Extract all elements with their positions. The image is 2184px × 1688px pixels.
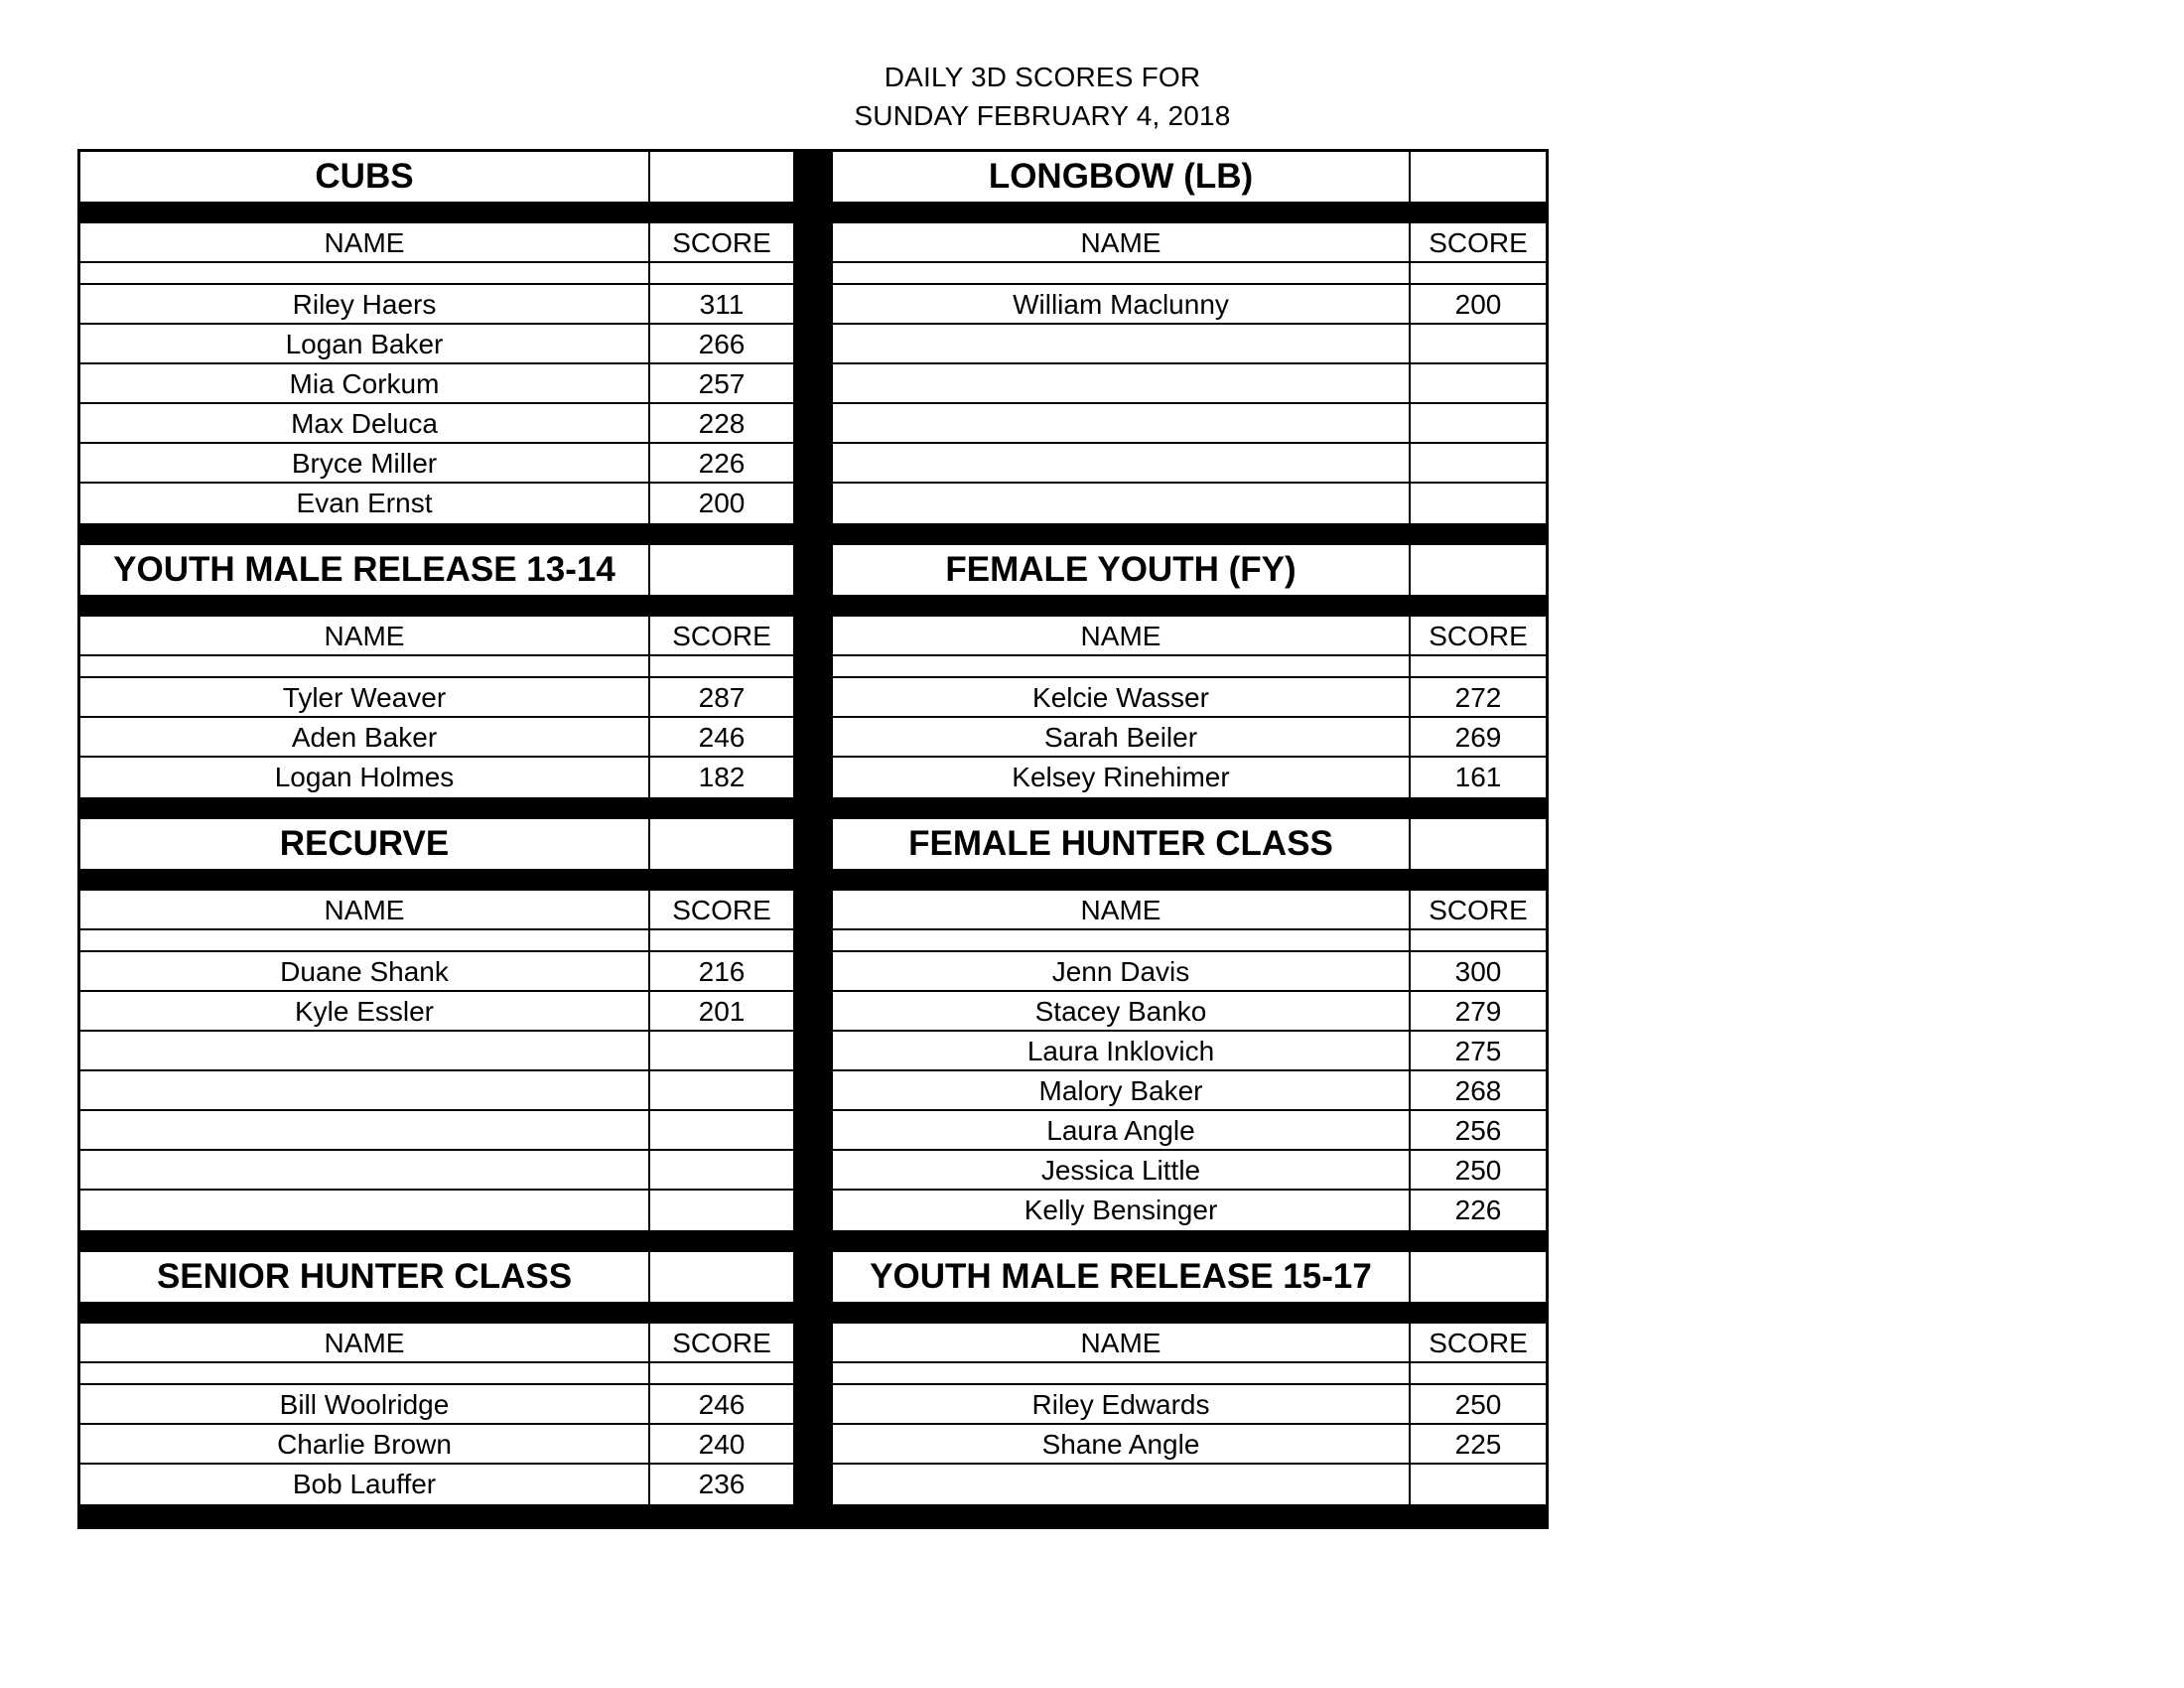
table-row bbox=[80, 1465, 793, 1504]
table-row bbox=[833, 404, 1546, 444]
score-cell: 216 bbox=[698, 956, 746, 987]
name-column-header: NAME bbox=[80, 1324, 650, 1361]
score-cell: 268 bbox=[1454, 1075, 1502, 1106]
spacer-row bbox=[833, 263, 1546, 285]
name-cell bbox=[80, 1191, 650, 1230]
column-header-row bbox=[833, 1324, 1546, 1363]
section-table bbox=[833, 223, 1546, 523]
score-cell: 266 bbox=[698, 329, 746, 359]
section-title: YOUTH MALE RELEASE 15-17 bbox=[833, 1252, 1411, 1302]
score-cell: 300 bbox=[1454, 956, 1502, 987]
section-title: LONGBOW (LB) bbox=[833, 152, 1411, 202]
table-row bbox=[833, 364, 1546, 404]
table-row bbox=[833, 1425, 1546, 1465]
score-cell: 226 bbox=[1454, 1195, 1502, 1225]
score-cell: 246 bbox=[698, 722, 746, 753]
band bbox=[80, 152, 1546, 523]
section bbox=[833, 152, 1546, 523]
name-cell: Bill Woolridge bbox=[80, 1385, 650, 1423]
spacer-row bbox=[833, 656, 1546, 678]
score-cell: 201 bbox=[698, 996, 746, 1027]
section-table bbox=[833, 617, 1546, 797]
name-cell bbox=[80, 1111, 650, 1149]
score-cell bbox=[1411, 1252, 1546, 1302]
score-cell: 200 bbox=[698, 488, 746, 518]
score-cell: 161 bbox=[1454, 762, 1502, 792]
score-cell bbox=[650, 1252, 793, 1302]
column-header-row bbox=[80, 617, 793, 656]
score-cell: 287 bbox=[698, 682, 746, 713]
name-cell: Malory Baker bbox=[833, 1071, 1411, 1109]
table-row bbox=[80, 1385, 793, 1425]
score-cell bbox=[1411, 1465, 1546, 1504]
table-row bbox=[833, 758, 1546, 797]
column-header-row bbox=[833, 617, 1546, 656]
score-cell bbox=[1411, 545, 1546, 595]
section bbox=[80, 545, 793, 797]
band bbox=[80, 819, 1546, 1230]
name-cell bbox=[80, 656, 650, 676]
section-header bbox=[80, 819, 793, 869]
score-cell bbox=[650, 1071, 793, 1109]
score-cell bbox=[650, 152, 793, 202]
name-cell bbox=[80, 263, 650, 283]
score-cell: 226 bbox=[698, 448, 746, 479]
table-row bbox=[833, 678, 1546, 718]
score-cell bbox=[1411, 1363, 1546, 1383]
table-row bbox=[80, 285, 793, 325]
name-column-header: NAME bbox=[80, 617, 650, 654]
name-cell: Kelcie Wasser bbox=[833, 678, 1411, 716]
table-row bbox=[833, 992, 1546, 1032]
name-cell bbox=[833, 404, 1411, 442]
score-column-header: SCORE bbox=[1429, 1328, 1528, 1358]
band bbox=[80, 545, 1546, 797]
name-cell bbox=[833, 930, 1411, 950]
name-cell bbox=[80, 930, 650, 950]
table-row bbox=[833, 1465, 1546, 1504]
score-cell: 250 bbox=[1454, 1155, 1502, 1186]
name-cell: Riley Edwards bbox=[833, 1385, 1411, 1423]
spacer-row bbox=[833, 930, 1546, 952]
name-cell bbox=[80, 1151, 650, 1189]
spacer-row bbox=[80, 930, 793, 952]
table-row bbox=[80, 1425, 793, 1465]
table-row bbox=[833, 1151, 1546, 1191]
score-cell: 225 bbox=[1454, 1429, 1502, 1460]
table-row bbox=[80, 678, 793, 718]
name-cell: Kelly Bensinger bbox=[833, 1191, 1411, 1230]
score-cell bbox=[650, 1111, 793, 1149]
score-cell bbox=[1411, 263, 1546, 283]
name-cell bbox=[80, 1032, 650, 1069]
table-row bbox=[833, 325, 1546, 364]
name-cell bbox=[833, 444, 1411, 482]
column-header-row bbox=[833, 223, 1546, 263]
section-title: FEMALE HUNTER CLASS bbox=[833, 819, 1411, 869]
table-row bbox=[833, 952, 1546, 992]
name-column-header: NAME bbox=[80, 223, 650, 261]
name-cell bbox=[833, 325, 1411, 362]
section-table bbox=[80, 617, 793, 797]
section-table bbox=[80, 891, 793, 1230]
score-cell: 269 bbox=[1454, 722, 1502, 753]
score-cell: 279 bbox=[1454, 996, 1502, 1027]
score-column-header: SCORE bbox=[672, 621, 771, 651]
section-header bbox=[80, 545, 793, 595]
score-cell bbox=[650, 1151, 793, 1189]
table-row bbox=[80, 718, 793, 758]
table-row bbox=[833, 1191, 1546, 1230]
table-row bbox=[80, 1071, 793, 1111]
score-cell: 311 bbox=[699, 289, 745, 320]
section-title: CUBS bbox=[80, 152, 650, 202]
name-cell: Stacey Banko bbox=[833, 992, 1411, 1030]
section bbox=[80, 1252, 793, 1504]
name-cell bbox=[833, 656, 1411, 676]
column-header-row bbox=[833, 891, 1546, 930]
table-row bbox=[833, 285, 1546, 325]
spacer-row bbox=[80, 656, 793, 678]
table-row bbox=[833, 718, 1546, 758]
section-title: SENIOR HUNTER CLASS bbox=[80, 1252, 650, 1302]
name-cell: Evan Ernst bbox=[80, 484, 650, 523]
score-cell: 275 bbox=[1454, 1036, 1502, 1066]
table-row bbox=[80, 758, 793, 797]
spacer-row bbox=[833, 1363, 1546, 1385]
score-cell bbox=[1411, 325, 1546, 362]
name-cell bbox=[833, 1363, 1411, 1383]
name-cell: Shane Angle bbox=[833, 1425, 1411, 1463]
score-column-header: SCORE bbox=[672, 895, 771, 925]
score-cell bbox=[650, 930, 793, 950]
score-cell: 228 bbox=[698, 408, 746, 439]
name-cell: Kelsey Rinehimer bbox=[833, 758, 1411, 797]
score-cell: 240 bbox=[698, 1429, 746, 1460]
name-cell bbox=[833, 484, 1411, 523]
name-column-header: NAME bbox=[80, 891, 650, 928]
score-column-header: SCORE bbox=[672, 1328, 771, 1358]
section bbox=[80, 819, 793, 1230]
score-column-header: SCORE bbox=[672, 227, 771, 258]
score-cell: 200 bbox=[1454, 289, 1502, 320]
table-row bbox=[833, 1385, 1546, 1425]
score-cell bbox=[650, 545, 793, 595]
column-header-row bbox=[80, 891, 793, 930]
section-header bbox=[80, 1252, 793, 1302]
spacer-row bbox=[80, 1363, 793, 1385]
section bbox=[833, 1252, 1546, 1504]
score-cell: 257 bbox=[698, 368, 746, 399]
score-cell bbox=[650, 819, 793, 869]
name-cell: Laura Angle bbox=[833, 1111, 1411, 1149]
score-cell bbox=[1411, 404, 1546, 442]
scores-board bbox=[77, 149, 1549, 1529]
score-cell: 250 bbox=[1454, 1389, 1502, 1420]
name-cell: Jenn Davis bbox=[833, 952, 1411, 990]
name-cell bbox=[80, 1363, 650, 1383]
table-row bbox=[80, 1032, 793, 1071]
name-cell: Logan Baker bbox=[80, 325, 650, 362]
name-cell: William Maclunny bbox=[833, 285, 1411, 323]
table-row bbox=[80, 992, 793, 1032]
page-title-line-1: DAILY 3D SCORES FOR bbox=[884, 62, 1201, 92]
name-cell: Tyler Weaver bbox=[80, 678, 650, 716]
name-cell: Max Deluca bbox=[80, 404, 650, 442]
table-row bbox=[833, 1071, 1546, 1111]
score-cell bbox=[1411, 656, 1546, 676]
name-cell: Jessica Little bbox=[833, 1151, 1411, 1189]
table-row bbox=[80, 1191, 793, 1230]
section-header bbox=[833, 545, 1546, 595]
band bbox=[80, 1252, 1546, 1504]
section-title: RECURVE bbox=[80, 819, 650, 869]
section-header bbox=[833, 1252, 1546, 1302]
name-cell: Aden Baker bbox=[80, 718, 650, 756]
name-cell: Sarah Beiler bbox=[833, 718, 1411, 756]
score-cell bbox=[1411, 444, 1546, 482]
score-cell bbox=[1411, 484, 1546, 523]
table-row bbox=[80, 1151, 793, 1191]
name-cell bbox=[833, 1465, 1411, 1504]
name-column-header: NAME bbox=[833, 1324, 1411, 1361]
section-header bbox=[833, 152, 1546, 202]
page-title-line-2: SUNDAY FEBRUARY 4, 2018 bbox=[854, 100, 1231, 131]
section-header bbox=[80, 152, 793, 202]
score-column-header: SCORE bbox=[1429, 227, 1528, 258]
table-row bbox=[80, 325, 793, 364]
table-row bbox=[833, 484, 1546, 523]
section-table bbox=[80, 223, 793, 523]
table-row bbox=[833, 1032, 1546, 1071]
section bbox=[833, 819, 1546, 1230]
table-row bbox=[80, 444, 793, 484]
score-cell bbox=[650, 1032, 793, 1069]
section-title: FEMALE YOUTH (FY) bbox=[833, 545, 1411, 595]
section-title: YOUTH MALE RELEASE 13-14 bbox=[80, 545, 650, 595]
name-cell: Laura Inklovich bbox=[833, 1032, 1411, 1069]
score-cell: 182 bbox=[698, 762, 746, 792]
name-cell bbox=[833, 263, 1411, 283]
score-cell bbox=[1411, 819, 1546, 869]
score-cell bbox=[650, 263, 793, 283]
score-cell bbox=[650, 1363, 793, 1383]
section-table bbox=[80, 1324, 793, 1504]
name-cell: Riley Haers bbox=[80, 285, 650, 323]
section-table bbox=[833, 891, 1546, 1230]
score-cell: 256 bbox=[1454, 1115, 1502, 1146]
table-row bbox=[833, 444, 1546, 484]
page-title bbox=[0, 58, 2085, 135]
name-cell bbox=[833, 364, 1411, 402]
section bbox=[833, 545, 1546, 797]
name-cell: Bryce Miller bbox=[80, 444, 650, 482]
score-cell: 246 bbox=[698, 1389, 746, 1420]
name-cell: Bob Lauffer bbox=[80, 1465, 650, 1504]
column-header-row bbox=[80, 223, 793, 263]
score-cell: 236 bbox=[698, 1469, 746, 1499]
spacer-row bbox=[80, 263, 793, 285]
table-row bbox=[80, 404, 793, 444]
score-cell bbox=[650, 656, 793, 676]
score-cell bbox=[1411, 930, 1546, 950]
score-column-header: SCORE bbox=[1429, 895, 1528, 925]
score-cell: 272 bbox=[1454, 682, 1502, 713]
table-row bbox=[80, 364, 793, 404]
name-cell: Logan Holmes bbox=[80, 758, 650, 797]
section bbox=[80, 152, 793, 523]
table-row bbox=[80, 1111, 793, 1151]
name-cell: Duane Shank bbox=[80, 952, 650, 990]
score-cell bbox=[650, 1191, 793, 1230]
column-header-row bbox=[80, 1324, 793, 1363]
table-row bbox=[833, 1111, 1546, 1151]
table-row bbox=[80, 484, 793, 523]
name-cell bbox=[80, 1071, 650, 1109]
name-column-header: NAME bbox=[833, 891, 1411, 928]
name-cell: Mia Corkum bbox=[80, 364, 650, 402]
score-cell bbox=[1411, 364, 1546, 402]
name-cell: Kyle Essler bbox=[80, 992, 650, 1030]
section-header bbox=[833, 819, 1546, 869]
section-table bbox=[833, 1324, 1546, 1504]
table-row bbox=[80, 952, 793, 992]
score-column-header: SCORE bbox=[1429, 621, 1528, 651]
name-column-header: NAME bbox=[833, 617, 1411, 654]
name-cell: Charlie Brown bbox=[80, 1425, 650, 1463]
name-column-header: NAME bbox=[833, 223, 1411, 261]
score-cell bbox=[1411, 152, 1546, 202]
